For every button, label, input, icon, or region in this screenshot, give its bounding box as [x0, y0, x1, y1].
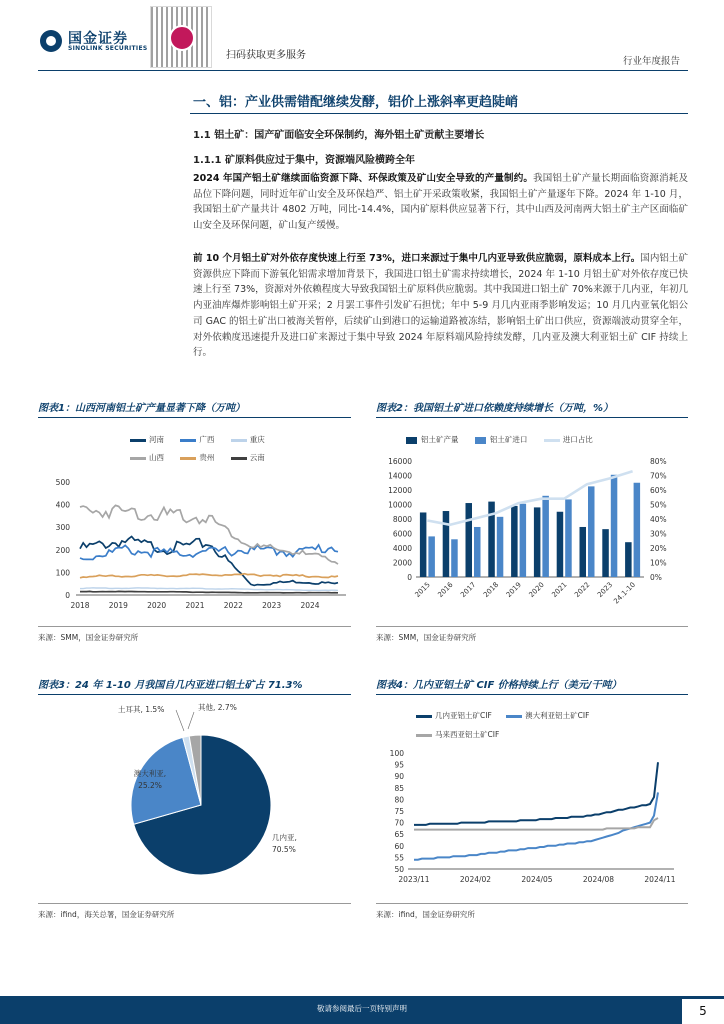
legend-swatch-australia-cif — [506, 715, 522, 718]
series-line-3 — [80, 588, 338, 591]
y-tick-label: 70 — [394, 818, 404, 828]
bar-import — [428, 536, 435, 577]
figure-2-title: 图表2：我国铝土矿进口依赖度持续增长（万吨，%） — [376, 403, 613, 414]
y-tick-label: 400 — [55, 500, 70, 510]
figure-4-divider — [376, 694, 688, 695]
figure-2-chart — [376, 455, 688, 620]
footer-disclaimer[interactable]: 敬请参阅最后一页特别声明 — [317, 1004, 407, 1013]
legend-swatch-guizhou — [180, 457, 196, 460]
y-left-tick-label: 6000 — [392, 529, 412, 539]
y-right-tick-label: 40% — [650, 515, 667, 524]
figure-4-legend-row-2 — [416, 729, 499, 740]
pie-label-other: 其他, 2.7% — [198, 703, 237, 712]
figure-4-legend-row-1 — [416, 710, 589, 721]
legend-swatch-import-ratio — [544, 439, 560, 442]
logo-name-en: SINOLINK SECURITIES — [68, 45, 148, 52]
x-tick-label: 2017 — [459, 580, 478, 600]
y-tick-label: 95 — [394, 760, 404, 770]
series-line-1 — [414, 762, 658, 825]
legend-chongqing: 重庆 — [249, 435, 265, 444]
x-tick-label: 2015 — [413, 580, 432, 600]
x-tick-label: 2024/05 — [521, 875, 553, 884]
figure-1-legend-row-2 — [130, 452, 265, 463]
legend-swatch-import — [475, 437, 486, 444]
y-right-tick-label: 30% — [650, 529, 667, 539]
bar-production — [420, 512, 427, 577]
figure-3-source: 来源：ifind，海关总署，国金证券研究所 — [38, 910, 175, 919]
figure-2-divider — [376, 417, 688, 418]
x-tick-label: 2024/11 — [644, 875, 676, 884]
x-tick-label: 2020 — [147, 601, 167, 610]
figure-2-legend — [406, 434, 593, 445]
report-type: 行业年度报告 — [623, 56, 681, 67]
legend-import-ratio: 进口占比 — [562, 435, 593, 444]
x-tick-label: 2018 — [481, 580, 501, 600]
pie-label-australia-name: 澳大利亚, — [133, 769, 167, 778]
figure-4-source: 来源：ifind，国金证券研究所 — [376, 910, 475, 919]
paragraph-1-body: 我国铝土矿产量长期面临资源消耗及品位下降问题，同时近年矿山安全及环保趋严、铝土矿开采政策收紧，我国铝土矿产量逐年下降。2024 年 1-10 月，我国铝土矿产量共计 4802 万吨，同比-14.4%，国内矿原料供应显著下行，其中山西及河南两大铝土矿主产区面临矿山安全及环保问题，矿山复产缓慢。 — [193, 173, 688, 232]
x-tick-label: 2022 — [223, 601, 243, 610]
legend-guizhou: 贵州 — [199, 453, 215, 462]
bar-production — [602, 529, 609, 577]
legend-import: 铝土矿进口 — [489, 435, 528, 444]
figure-1-divider — [38, 417, 351, 418]
series-line-2 — [414, 792, 658, 859]
pie-label-guinea-pct: 70.5% — [272, 845, 296, 854]
paragraph-2-lead: 前 10 个月铝土矿对外依存度快速上行至 73%，进口来源过于集中几内亚导致供应脆弱，原料成本上行。 — [193, 253, 641, 264]
legend-guinea-cif: 几内亚铝土矿CIF — [435, 711, 492, 720]
x-tick-label: 2019 — [504, 580, 524, 600]
bar-import — [611, 475, 618, 577]
figure-1-bottom-divider — [38, 626, 351, 627]
y-left-tick-label: 0 — [407, 573, 412, 582]
y-tick-label: 60 — [394, 841, 404, 851]
series-line-4 — [80, 505, 338, 564]
y-tick-label: 200 — [55, 545, 70, 555]
y-left-tick-label: 14000 — [388, 471, 412, 481]
paragraph-1-lead: 2024 年国产铝土矿继续面临资源下降、环保政策及矿山安全导致的产量制约。 — [193, 173, 534, 184]
figure-4-title: 图表4：几内亚铝土矿 CIF 价格持续上行（美元/干吨） — [376, 680, 622, 691]
legend-swatch-production — [406, 437, 417, 444]
figure-2-bottom-divider — [376, 626, 688, 627]
figure-4-bottom-divider — [376, 903, 688, 904]
y-tick-label: 55 — [394, 853, 404, 863]
series-line-2 — [80, 545, 338, 560]
legend-swatch-shanxi — [130, 457, 146, 460]
y-tick-label: 500 — [55, 478, 70, 487]
y-right-tick-label: 80% — [650, 457, 667, 466]
bar-production — [534, 507, 541, 577]
legend-guangxi: 广西 — [199, 435, 215, 444]
legend-shanxi: 山西 — [149, 453, 164, 462]
figure-3-chart — [38, 698, 351, 898]
y-left-tick-label: 4000 — [392, 544, 412, 553]
section-divider — [190, 113, 688, 114]
x-tick-label: 2024/02 — [459, 875, 492, 884]
x-tick-label: 2016 — [436, 580, 455, 600]
paragraph-2 — [193, 251, 688, 361]
x-tick-label: 2023 — [595, 580, 615, 600]
legend-swatch-guinea-cif — [416, 715, 432, 718]
logo-name-cn: 国金证券 — [68, 31, 128, 47]
subsubsection-heading: 1.1.1 矿原料供应过于集中，资源端风险横跨全年 — [193, 155, 415, 166]
x-tick-label: 2024 — [300, 601, 320, 610]
y-tick-label: 300 — [55, 523, 70, 533]
pie-label-turkey: 土耳其, 1.5% — [118, 705, 165, 714]
legend-swatch-yunnan — [231, 457, 247, 460]
qr-caption: 扫码获取更多服务 — [226, 50, 306, 61]
x-tick-label: 2018 — [70, 601, 90, 610]
x-tick-label: 2023 — [262, 601, 282, 610]
y-right-tick-label: 0% — [650, 573, 662, 582]
figure-1-title: 图表1：山西河南铝土矿产量显著下降（万吨） — [38, 403, 245, 414]
bar-import — [520, 504, 527, 577]
legend-production: 铝土矿产量 — [421, 435, 459, 444]
legend-henan: 河南 — [149, 435, 164, 444]
x-tick-label: 2022 — [573, 580, 592, 600]
bar-import — [634, 483, 641, 577]
y-left-tick-label: 12000 — [388, 486, 412, 495]
pie-leader-turkey — [176, 710, 184, 731]
y-left-tick-label: 2000 — [392, 558, 412, 568]
y-tick-label: 100 — [389, 749, 404, 758]
subsection-heading: 1.1 铝土矿：国产矿面临安全环保制约，海外铝土矿贡献主要增长 — [193, 130, 485, 141]
bar-production — [580, 527, 587, 577]
bar-import — [497, 517, 504, 577]
y-tick-label: 80 — [394, 795, 404, 805]
y-left-tick-label: 10000 — [388, 500, 412, 510]
figure-2-source: 来源：SMM，国金证券研究所 — [376, 633, 477, 642]
x-tick-label: 2021 — [550, 580, 569, 600]
series-line-import-ratio — [427, 471, 632, 525]
section-heading: 一、铝：产业供需错配继续发酵，铝价上涨斜率更趋陡峭 — [193, 95, 519, 110]
x-tick-label: 2021 — [185, 601, 205, 610]
legend-yunnan: 云南 — [249, 453, 265, 462]
x-tick-label: 2019 — [108, 601, 128, 610]
legend-malaysia-cif: 马来西亚铝土矿CIF — [435, 730, 500, 739]
qr-logo-icon — [169, 25, 195, 51]
figure-3-divider — [38, 694, 351, 695]
bar-production — [511, 506, 517, 577]
y-right-tick-label: 50% — [650, 500, 667, 510]
y-right-tick-label: 70% — [650, 471, 667, 481]
figure-3-title: 图表3：24 年 1-10 月我国自几内亚进口铝土矿占 71.3% — [38, 680, 303, 691]
paragraph-1 — [193, 171, 688, 234]
bar-import — [542, 496, 549, 577]
x-tick-label: 2023/11 — [398, 875, 430, 884]
legend-swatch-chongqing — [231, 439, 247, 442]
y-left-tick-label: 8000 — [392, 515, 412, 524]
series-line-1 — [80, 537, 338, 586]
page-number: 5 — [682, 999, 724, 1024]
header-divider — [38, 70, 688, 71]
figure-1-source: 来源：SMM，国金证券研究所 — [38, 633, 139, 642]
legend-swatch-malaysia-cif — [416, 734, 432, 737]
bar-import — [588, 486, 595, 577]
x-tick-label: 2024/08 — [582, 875, 615, 884]
series-line-6 — [80, 591, 338, 593]
pie-label-guinea-name: 几内亚, — [272, 833, 297, 842]
paragraph-2-body: 国内铝土矿资源供应下降而下游氧化铝需求增加背景下，我国进口铝土矿需求持续增长，2024 年 1-10 月铝土矿对外依存度已快速上行至 73%，资源对外依赖程度大导致我国铝土矿原料供应脆弱。其中我国进口铝土矿 70%来源于几内亚，年初几内亚油库爆炸影响铝土矿开采；2 月罢工事件引发矿石担忧；年中 5-9 月几内亚雨季影响发运；10 月几内亚氧化铝公司 GAC 的铝土矿出口被海关暂停，后续矿山到港口的运输道路被冻结，影响铝土矿出口供应，资源端波动贯穿全年，对外依赖度迅速提升及进口矿来源过于集中导致 2024 年原料端风险持续发酵，几内亚及澳大利亚铝土矿 CIF 持续上行。 — [193, 253, 688, 359]
pie-label-australia-pct: 25.2% — [138, 781, 162, 790]
y-tick-label: 50 — [394, 865, 404, 874]
legend-swatch-henan — [130, 439, 146, 442]
bar-production — [443, 511, 450, 577]
y-left-tick-label: 16000 — [388, 457, 412, 466]
bar-import — [451, 539, 458, 577]
series-line-5 — [80, 574, 338, 578]
pie-leader-other — [188, 712, 194, 729]
y-right-tick-label: 20% — [650, 544, 667, 553]
y-tick-label: 65 — [394, 830, 404, 840]
bar-production — [466, 503, 473, 577]
y-tick-label: 100 — [55, 568, 70, 578]
y-tick-label: 75 — [394, 807, 404, 816]
x-tick-label: 2020 — [527, 580, 546, 600]
x-tick-label: 24.1-10 — [612, 580, 638, 606]
figure-3-bottom-divider — [38, 903, 351, 904]
logo-icon — [40, 30, 62, 52]
bar-import — [565, 499, 572, 577]
bar-production — [557, 512, 564, 577]
bar-production — [625, 542, 632, 577]
legend-swatch-guangxi — [180, 439, 196, 442]
y-right-tick-label: 60% — [650, 486, 667, 495]
y-tick-label: 85 — [394, 783, 404, 793]
legend-australia-cif: 澳大利亚铝土矿CIF — [525, 711, 590, 720]
figure-1-legend-row-1 — [130, 434, 265, 445]
bar-import — [474, 527, 481, 577]
figure-4-chart — [376, 745, 688, 893]
figure-1-chart — [38, 470, 351, 615]
y-right-tick-label: 10% — [650, 558, 667, 568]
y-tick-label: 0 — [65, 591, 70, 600]
y-tick-label: 90 — [394, 772, 404, 782]
